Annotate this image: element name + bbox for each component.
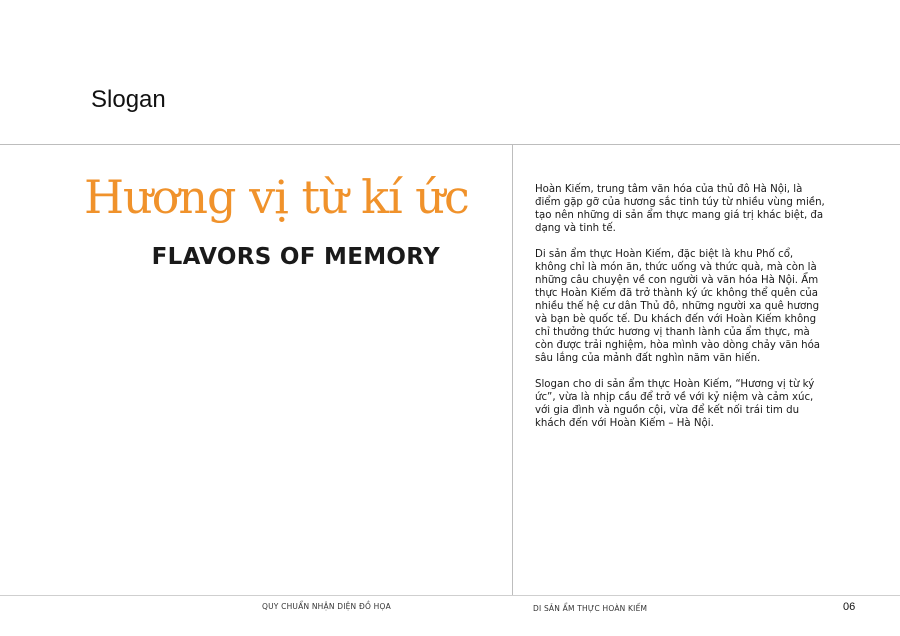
page-number: 06 xyxy=(843,601,856,613)
bottom-divider-line xyxy=(0,595,900,596)
top-divider-line xyxy=(0,144,900,145)
paragraph: Di sản ẩm thực Hoàn Kiếm, đặc biệt là khu Phố cổ, không chỉ là món ăn, thức uống và thức quà, mà còn là những câu chuyện về con người và văn hóa Hà Nội. Ẩm thực Hoàn Kiếm đã trở thành ký ức không thể quên của nhiều thế hệ cư dân Thủ đô, những người xa quê hương và bạn bè quốc tế. Du khách đến với Hoàn Kiếm không chỉ thưởng thức hương vị thanh lành của ẩm thực, mà còn được trải nghiệm, hòa mình vào dòng chảy văn hóa sâu lắng của mảnh đất nghìn năm văn hiến. xyxy=(535,249,821,364)
slogan-vietnamese: Hương vị từ kí ức xyxy=(84,170,469,224)
footer-document-title: QUY CHUẨN NHẬN DIỆN ĐỒ HỌA xyxy=(262,602,391,611)
paragraph: Slogan cho di sản ẩm thực Hoàn Kiếm, “Hương vị từ ký ức”, vừa là nhịp cầu để trở về với kỷ niệm và cảm xúc, với gia đình và nguồn cội, vừa để kết nối trái tim du khách đến với Hoàn Kiếm – Hà Nội. xyxy=(535,379,815,429)
paragraph: Hoàn Kiếm, trung tâm văn hóa của thủ đô Hà Nội, là điểm gặp gỡ của hương sắc tinh túy từ nhiều vùng miền, tạo nên những di sản ẩm thực mang giá trị khác biệt, đa dạng và tinh tế. xyxy=(535,184,825,234)
slogan-description xyxy=(535,183,825,443)
footer-project-name: DI SẢN ẨM THỰC HOÀN KIẾM xyxy=(533,604,648,613)
slogan-english: FLAVORS OF MEMORY xyxy=(151,244,440,270)
section-title: Slogan xyxy=(91,86,166,113)
center-divider-line xyxy=(512,145,513,595)
